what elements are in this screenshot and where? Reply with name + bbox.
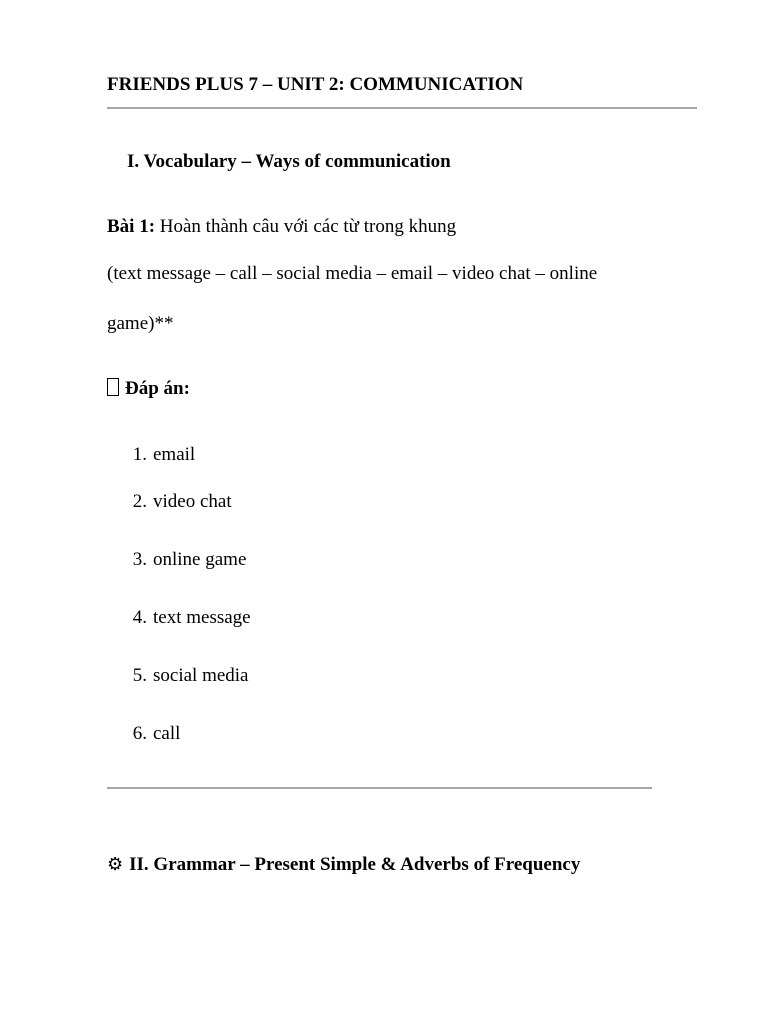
gear-icon: ⚙ xyxy=(107,854,124,875)
list-item xyxy=(129,665,249,687)
answers-label: Đáp án: xyxy=(125,378,190,399)
list-item-text: online game xyxy=(153,549,247,570)
list-item xyxy=(129,723,180,745)
answers-label-line xyxy=(107,378,190,400)
document-title: FRIENDS PLUS 7 – UNIT 2: COMMUNICATION xyxy=(107,74,524,95)
word-box-line-1: (text message – call – social media – email – video chat – online xyxy=(107,263,598,284)
divider-middle xyxy=(107,787,652,789)
list-item xyxy=(129,444,195,466)
exercise-line xyxy=(107,216,456,238)
list-item-number: 4. xyxy=(132,607,147,628)
word-box-line-2: game)** xyxy=(107,313,174,334)
list-item-number: 1. xyxy=(132,444,147,465)
missing-glyph-icon xyxy=(107,378,119,396)
list-item-number: 3. xyxy=(132,549,147,570)
list-item-text: text message xyxy=(153,607,251,628)
divider-top xyxy=(107,107,697,109)
exercise-instruction: Hoàn thành câu với các từ trong khung xyxy=(155,216,457,237)
list-item-number: 2. xyxy=(132,491,147,512)
list-item xyxy=(129,491,232,513)
list-item-number: 5. xyxy=(132,665,147,686)
list-item xyxy=(129,549,246,571)
grammar-heading-line xyxy=(107,854,580,876)
grammar-heading: II. Grammar – Present Simple & Adverbs of Frequency xyxy=(129,854,581,875)
list-item-text: video chat xyxy=(153,491,232,512)
list-item-text: social media xyxy=(153,665,249,686)
list-item xyxy=(129,607,251,629)
exercise-label: Bài 1: xyxy=(107,216,156,237)
list-item-text: call xyxy=(153,723,181,744)
list-item-text: email xyxy=(153,444,196,465)
vocabulary-heading: I. Vocabulary – Ways of communication xyxy=(127,151,451,172)
list-item-number: 6. xyxy=(132,723,147,744)
